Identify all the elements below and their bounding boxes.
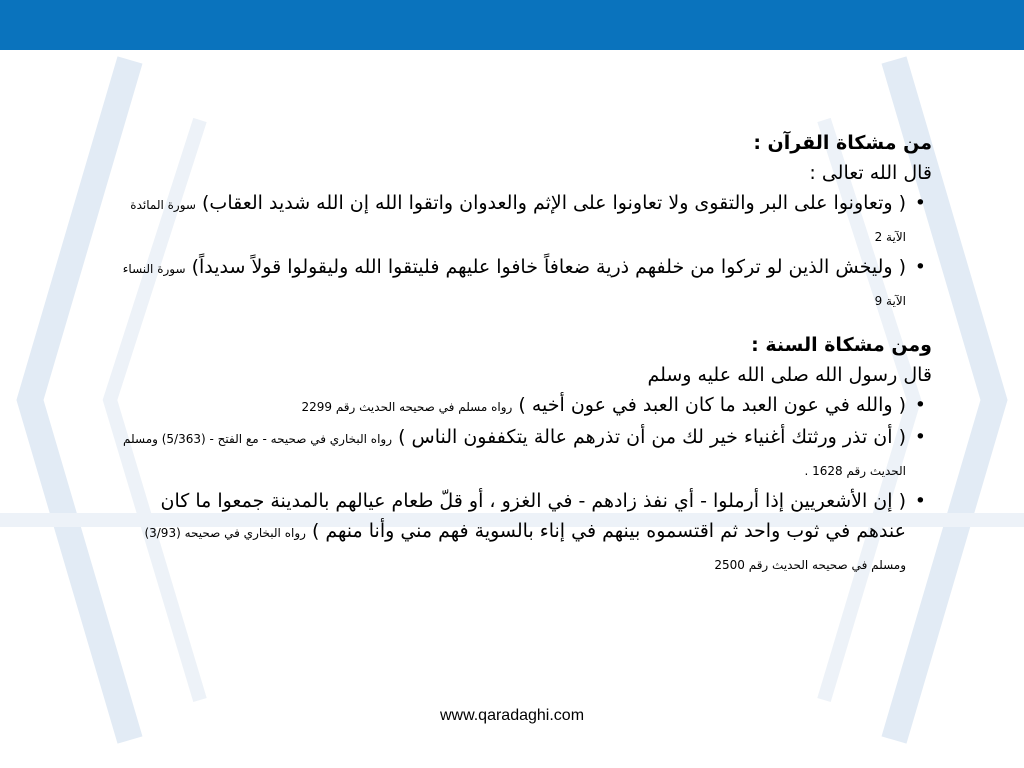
hadith-text: ( والله في عون العبد ما كان العبد في عون أخيه ) bbox=[518, 394, 906, 416]
quran-intro: قال الله تعالى : bbox=[809, 162, 932, 184]
verse-reference: سورة المائدة الآية 2 bbox=[130, 198, 906, 244]
sunnah-heading: ومن مشكاة السنة : bbox=[751, 334, 932, 356]
footer-url: www.qaradaghi.com bbox=[439, 707, 585, 724]
verse-text: ( وتعاونوا على البر والتقوى ولا تعاونوا على الإثم والعدوان واتقوا الله إن الله شديد العقاب) bbox=[202, 192, 906, 214]
list-item bbox=[120, 390, 932, 422]
list-item bbox=[120, 252, 932, 316]
hadith-reference: رواه البخاري في صحيحه (3/93) ومسلم في صحيحه الحديث رقم 2500 bbox=[144, 526, 906, 572]
list-item bbox=[120, 188, 932, 252]
section-gap bbox=[120, 316, 932, 330]
hadith-text: ( إن الأشعريين إذا أرملوا - أي نفذ زادهم - في الغزو ، أو قلّ طعام عيالهم بالمدينة جمعوا ما كان عندهم في ثوب واحد ثم اقتسموه بينهم في إناء بالسوية فهم مني وأنا منهم ) bbox=[160, 490, 906, 542]
list-item bbox=[120, 486, 932, 580]
quran-heading: من مشكاة القرآن : bbox=[753, 132, 932, 154]
sunnah-intro: قال رسول الله صلى الله عليه وسلم bbox=[647, 364, 932, 386]
list-item bbox=[120, 422, 932, 486]
verse-reference: سورة النساء الآية 9 bbox=[122, 262, 906, 308]
slide-content bbox=[120, 128, 932, 580]
hadith-text: ( أن تذر ورثتك أغنياء خير لك من أن تذرهم عالة يتكففون الناس ) bbox=[398, 426, 906, 448]
quran-verse-list bbox=[120, 188, 932, 316]
hadith-reference: رواه البخاري في صحيحه - مع الفتح - (5/363) ومسلم الحديث رقم 1628 . bbox=[123, 432, 906, 478]
hadith-list bbox=[120, 390, 932, 580]
verse-text: ( وليخش الذين لو تركوا من خلفهم ذرية ضعافاً خافوا عليهم فليتقوا الله وليقولوا قولاً سديداً) bbox=[191, 256, 906, 278]
hadith-reference: رواه مسلم في صحيحه الحديث رقم 2299 bbox=[301, 400, 513, 414]
